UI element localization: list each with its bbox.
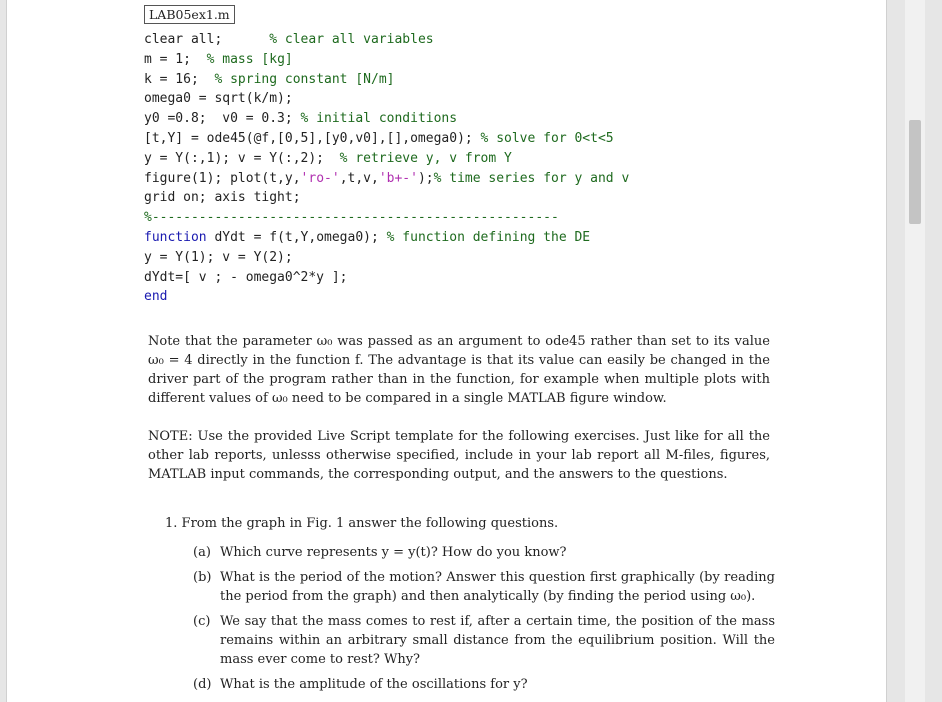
- document-page: [6, 0, 887, 702]
- code-line: [144, 50, 864, 70]
- code-line: [144, 208, 864, 228]
- code-string: 'ro-': [300, 170, 340, 186]
- sub-question: [165, 568, 775, 606]
- code-text: dYdt = f(t,Y,omega0);: [206, 229, 387, 245]
- paragraph-note-omega: Note that the parameter ω₀ was passed as an argument to ode45 rather than set to its value ω₀ = 4 directly in the function f. The advantage is that its value can easily be changed in the driver part of the program rather than in the function, for example when multiple plots with different values of ω₀ need to be compared in a single MATLAB figure window.: [148, 334, 770, 406]
- code-comment: % function defining the DE: [386, 229, 591, 245]
- code-keyword: function: [144, 229, 207, 245]
- code-line: [144, 188, 864, 208]
- code-keyword: end: [144, 289, 168, 305]
- code-string: 'b+-': [378, 170, 418, 186]
- code-comment: % initial conditions: [300, 111, 458, 127]
- code-comment: %----------------------------------------------------: [144, 210, 559, 226]
- sub-question-text: Which curve represents y = y(t)? How do you know?: [220, 545, 567, 560]
- code-line: [144, 109, 864, 129]
- code-text: ,t,v,: [339, 170, 379, 186]
- code-line: [144, 30, 864, 50]
- code-line: [144, 228, 864, 248]
- code-text: y0 =0.8; v0 = 0.3;: [144, 111, 301, 127]
- code-text: grid on; axis tight;: [144, 190, 301, 206]
- sub-question-label: (a): [193, 545, 211, 560]
- code-text: y = Y(:,1); v = Y(:,2);: [144, 150, 340, 166]
- question-number: 1.: [165, 516, 178, 531]
- file-name-label: LAB05ex1.m: [144, 5, 235, 24]
- sub-question-list: [165, 543, 775, 694]
- code-comment: % time series for y and v: [433, 170, 630, 186]
- sub-question-text: What is the amplitude of the oscillations for y?: [220, 677, 528, 692]
- code-comment: % clear all variables: [269, 32, 434, 47]
- question-1: [165, 514, 775, 533]
- sub-question: [165, 543, 775, 562]
- code-text: figure(1); plot(t,y,: [144, 170, 301, 186]
- sub-question: [165, 612, 775, 669]
- code-line: [144, 287, 864, 307]
- code-text: omega0 = sqrt(k/m);: [144, 91, 293, 107]
- question-list: [165, 514, 775, 700]
- code-listing: [144, 30, 864, 307]
- code-line: [144, 70, 864, 90]
- code-line: [144, 268, 864, 288]
- paragraph-note-live-script: NOTE: Use the provided Live Script template for the following exercises. Just like for all the other lab reports, unlesss otherwise specified, include in your lab report all M-files, figures, MATLAB input commands, the corresponding output, and the answers to the questions.: [148, 429, 770, 482]
- sub-question-label: (c): [193, 614, 211, 629]
- code-line: [144, 149, 864, 169]
- sub-question-text: What is the period of the motion? Answer this question first graphically (by reading the period from the graph) and then analytically (by finding the period using ω₀).: [220, 570, 775, 604]
- code-text: [t,Y] = ode45(@f,[0,5],[y0,v0],[],omega0);: [144, 130, 481, 146]
- code-line: [144, 169, 864, 189]
- sub-question-text: We say that the mass comes to rest if, after a certain time, the position of the mass remains within an arbitrary small distance from the equilibrium position. Will the mass ever come to rest? Why?: [220, 614, 775, 667]
- code-text: m = 1;: [144, 51, 207, 67]
- sub-question: [165, 675, 775, 694]
- code-text: y = Y(1); v = Y(2);: [144, 249, 293, 265]
- code-line: [144, 129, 864, 149]
- scrollbar-thumb[interactable]: [909, 120, 921, 224]
- question-text: From the graph in Fig. 1 answer the following questions.: [181, 516, 559, 531]
- code-comment: % mass [kg]: [206, 51, 293, 67]
- code-text: dYdt=[ v ; - omega0^2*y ];: [144, 269, 348, 285]
- code-comment: % solve for 0<t<5: [480, 130, 614, 146]
- code-text: clear all;: [144, 32, 270, 47]
- vertical-scrollbar[interactable]: [905, 0, 925, 702]
- code-line: [144, 248, 864, 268]
- sub-question-label: (b): [193, 570, 212, 585]
- code-comment: % spring constant [N/m]: [214, 71, 395, 87]
- code-comment: % retrieve y, v from Y: [339, 150, 512, 166]
- sub-question-label: (d): [193, 677, 212, 692]
- code-text: );: [417, 170, 434, 186]
- code-text: k = 16;: [144, 71, 215, 87]
- code-line: [144, 89, 864, 109]
